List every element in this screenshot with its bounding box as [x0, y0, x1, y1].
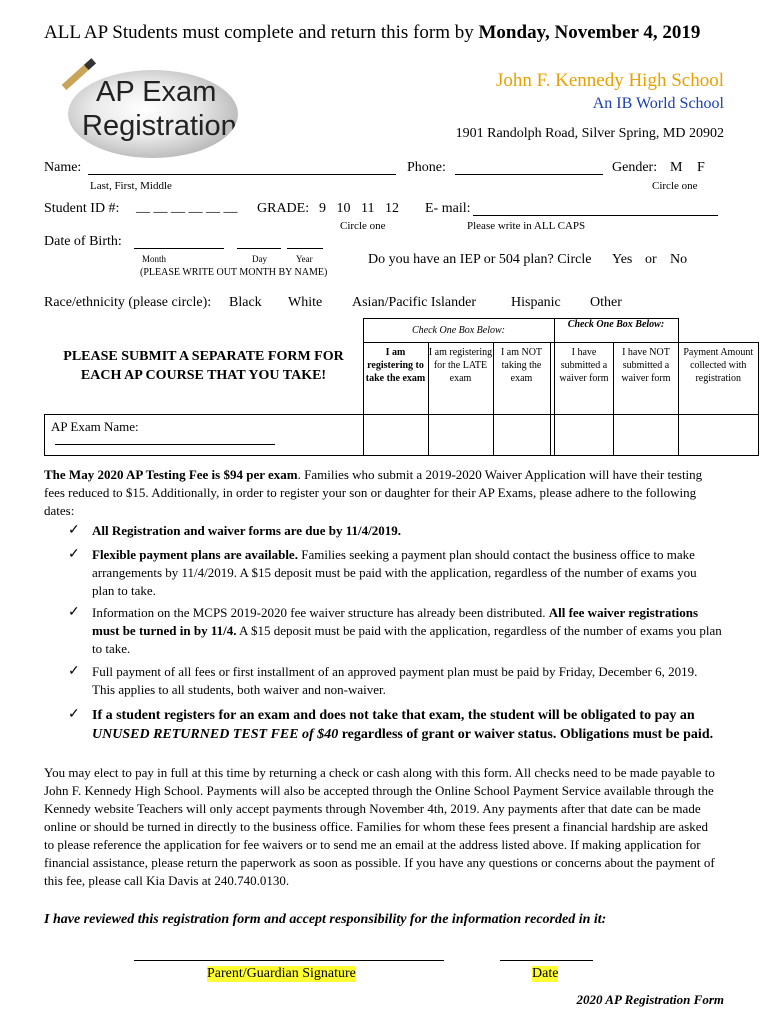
bullet-item: All Registration and waiver forms are due by 11/4/2019. [92, 523, 401, 538]
phone-field[interactable] [455, 174, 603, 175]
email-field[interactable] [473, 215, 718, 216]
school-address: 1901 Randolph Road, Silver Spring, MD 20902 [455, 126, 724, 141]
col-waiver: I have submitted a waiver form [554, 343, 614, 415]
race-label: Race/ethnicity (please circle): [44, 295, 212, 310]
bullet-item: Information on the MCPS 2019-2020 fee waiver structure has already been distributed. All fee waiver registrations must be turned in by 11/4. A $15 deposit must be paid with the application, regardless of the number of exams you plan to take. [92, 605, 722, 656]
dob-day-field[interactable] [237, 248, 281, 249]
checkbox-not-taking[interactable] [493, 415, 550, 456]
logo-line1: AP Exam [96, 76, 217, 108]
race-option-hispanic[interactable]: Hispanic [511, 295, 561, 310]
iep-yes-option[interactable]: Yes [612, 252, 633, 267]
check-icon: ✓ [68, 605, 80, 620]
exam-registration-table [44, 318, 759, 456]
check-one-header-a: Check One Box Below: [363, 319, 554, 343]
date-field[interactable] [500, 960, 593, 961]
gender-f-option[interactable]: F [697, 160, 705, 175]
race-option-white[interactable]: White [288, 295, 323, 310]
race-option-black[interactable]: Black [229, 295, 262, 310]
col-not-taking: I am NOT taking the exam [493, 343, 550, 415]
school-subtitle: An IB World School [592, 95, 724, 112]
grade-hint: Circle one [340, 220, 386, 232]
bullet-item: If a student registers for an exam and does not take that exam, the student will be obligated to pay an UNUSED RETURNED TEST FEE of $40 regardless of grant or waiver status. Obligations must be paid. [92, 708, 714, 742]
bullet-item: Flexible payment plans are available. Families seeking a payment plan should contact the business office to make arrangements by 11/4/2019. A $15 deposit must be paid with the application, regardless of the number of exams you plan to take. [92, 547, 697, 598]
grade-options[interactable]: 9 10 11 12 [319, 201, 399, 216]
name-field[interactable] [88, 174, 396, 175]
acknowledgement: I have reviewed this registration form and accept responsibility for the information recorded in it: [44, 912, 607, 927]
ap-exam-registration-logo [68, 70, 238, 158]
checkbox-no-waiver[interactable] [614, 415, 678, 456]
fee-lead: The May 2020 AP Testing Fee is $94 per exam [44, 467, 298, 482]
dob-label: Date of Birth: [44, 234, 122, 249]
exam-name-label: AP Exam Name: [51, 419, 139, 434]
signature-field[interactable] [134, 960, 444, 961]
email-label: E- mail: [425, 201, 471, 216]
gender-m-option[interactable]: M [670, 160, 683, 175]
exam-name-cell[interactable] [45, 415, 364, 456]
student-id-field[interactable]: __ __ __ __ __ __ [136, 200, 238, 215]
deadline-notice [44, 22, 700, 44]
dob-instruction: (PLEASE WRITE OUT MONTH BY NAME) [140, 267, 328, 278]
dob-day-hint: Day [252, 254, 267, 264]
exam-name-field[interactable] [55, 444, 275, 445]
checkbox-registering[interactable] [363, 415, 428, 456]
payment-amount-cell[interactable] [678, 415, 759, 456]
check-icon: ✓ [68, 664, 80, 679]
separate-form-notice: PLEASE SUBMIT A SEPARATE FORM FOR EACH AP COURSE THAT YOU TAKE! [63, 348, 344, 383]
dob-month-field[interactable] [134, 248, 224, 249]
gender-hint: Circle one [652, 180, 698, 192]
signature-label: Parent/Guardian Signature [207, 966, 356, 981]
race-option-asian[interactable]: Asian/Pacific Islander [352, 295, 477, 310]
iep-no-option[interactable]: No [670, 252, 688, 267]
check-icon: ✓ [68, 523, 80, 538]
phone-label: Phone: [407, 160, 446, 175]
dob-year-hint: Year [296, 254, 313, 264]
col-late: I am registering for the LATE exam [428, 343, 493, 415]
race-option-other[interactable]: Other [590, 295, 622, 310]
grade-label: GRADE: [257, 201, 310, 216]
gender-label: Gender: [612, 160, 658, 175]
form-footer: 2020 AP Registration Form [576, 992, 724, 1007]
col-registering: I am registering to take the exam [363, 343, 428, 415]
iep-or: or [645, 252, 657, 267]
logo-line2: Registration [82, 110, 237, 142]
name-label: Name: [44, 160, 82, 175]
checkbox-waiver[interactable] [554, 415, 614, 456]
school-name: John F. Kennedy High School [495, 70, 724, 91]
fee-rest: . Families who submit a 2019-2020 Waiver Application will have their testing fees reduced to $15. Additionally, in order to register your son or daughter for their AP Exams, please adhere to the following dates: [44, 467, 703, 518]
deadline-date: Monday, November 4, 2019 [478, 22, 701, 43]
check-icon: ✓ [68, 547, 80, 562]
date-label: Date [532, 966, 559, 981]
check-icon: ✓ [68, 707, 80, 722]
deadline-text: ALL AP Students must complete and return this form by [44, 22, 479, 43]
dob-month-hint: Month [142, 254, 167, 264]
check-one-header-b: Check One Box Below: [554, 319, 678, 343]
student-id-label: Student ID #: [44, 201, 120, 216]
bullet-item: Full payment of all fees or first installment of an approved payment plan must be paid by Friday, December 6, 2019. This applies to all students, both waiver and non-waiver. [92, 664, 698, 697]
email-hint: Please write in ALL CAPS [467, 220, 586, 232]
fee-paragraph [44, 466, 704, 520]
checkbox-late[interactable] [428, 415, 493, 456]
payment-paragraph: You may elect to pay in full at this time by returning a check or cash along with this form. All checks need to be made payable to John F. Kennedy High School. Payments will also be accepted through the Online School Payment Service available through the Kennedy website Teachers will only accept payments through November 4th, 2019. Any payments after that date can be made online or should be turned in directly to the business office. Families for whom these fees present a financial hardship are asked to please reference the application for fee waivers or to send me an email at the address listed above. If making application for financial assistance, please return the paperwork as soon as possible. If you have any questions or concerns about the payment of this fee, please call Kia Davis at 240.740.0130. [44, 765, 715, 888]
iep-question: Do you have an IEP or 504 plan? Circle [368, 252, 592, 267]
separate-form-cell [45, 319, 364, 415]
col-payment: Payment Amount collected with registration [678, 343, 759, 415]
col-no-waiver: I have NOT submitted a waiver form [614, 343, 678, 415]
dob-year-field[interactable] [287, 248, 323, 249]
name-hint: Last, First, Middle [90, 180, 172, 192]
